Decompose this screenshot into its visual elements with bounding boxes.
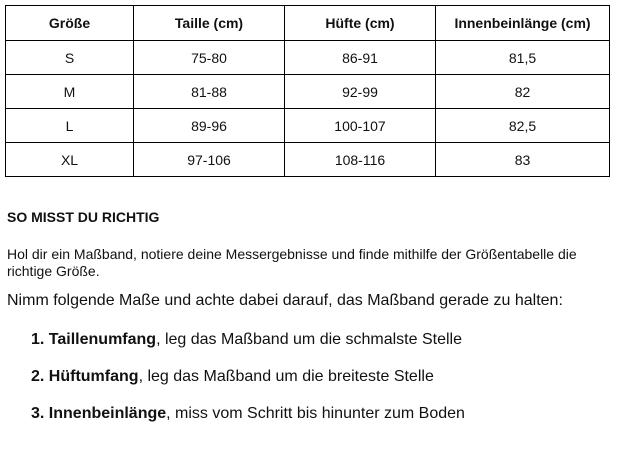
table-row	[6, 41, 610, 75]
table-row	[6, 75, 610, 109]
cell-inseam: 83	[436, 143, 610, 177]
cell-inseam: 82,5	[436, 109, 610, 143]
cell-waist: 81-88	[134, 75, 285, 109]
cell-hip: 100-107	[285, 109, 436, 143]
step-text: , miss vom Schritt bis hinunter zum Boden	[166, 405, 465, 422]
header-waist: Taille (cm)	[134, 6, 285, 41]
measurement-step-inseam	[31, 404, 465, 441]
header-size: Größe	[6, 6, 134, 41]
cell-inseam: 81,5	[436, 41, 610, 75]
table-row	[6, 143, 610, 177]
measuring-guide-heading: SO MISST DU RICHTIG	[7, 209, 160, 225]
step-number: 1.	[31, 331, 45, 348]
cell-inseam: 82	[436, 75, 610, 109]
step-term: Innenbeinlänge	[48, 405, 167, 422]
cell-hip: 108-116	[285, 143, 436, 177]
header-hip: Hüfte (cm)	[285, 6, 436, 41]
cell-size: L	[6, 109, 134, 143]
cell-size: S	[6, 41, 134, 75]
cell-hip: 86-91	[285, 41, 436, 75]
size-chart-table	[5, 5, 610, 177]
step-number: 2.	[31, 368, 45, 385]
step-term: Hüftumfang	[48, 368, 139, 385]
cell-waist: 89-96	[134, 109, 285, 143]
measurement-step-hip	[31, 367, 465, 404]
measurement-step-waist	[31, 330, 465, 367]
cell-size: M	[6, 75, 134, 109]
cell-waist: 75-80	[134, 41, 285, 75]
cell-size: XL	[6, 143, 134, 177]
measuring-guide-intro: Hol dir ein Maßband, notiere deine Messergebnisse und finde mithilfe der Größentabelle die richtige Größe.	[7, 246, 577, 279]
step-text: , leg das Maßband um die breiteste Stelle	[138, 368, 434, 385]
measurement-steps-list	[31, 330, 465, 441]
table-row	[6, 109, 610, 143]
cell-waist: 97-106	[134, 143, 285, 177]
step-term: Taillenumfang	[48, 331, 157, 348]
measuring-instruction: Nimm folgende Maße und achte dabei darauf, das Maßband gerade zu halten:	[7, 292, 563, 309]
step-number: 3.	[31, 405, 45, 422]
step-text: , leg das Maßband um die schmalste Stelle	[156, 331, 462, 348]
table-header-row	[6, 6, 610, 41]
cell-hip: 92-99	[285, 75, 436, 109]
header-inseam: Innenbeinlänge (cm)	[436, 6, 610, 41]
